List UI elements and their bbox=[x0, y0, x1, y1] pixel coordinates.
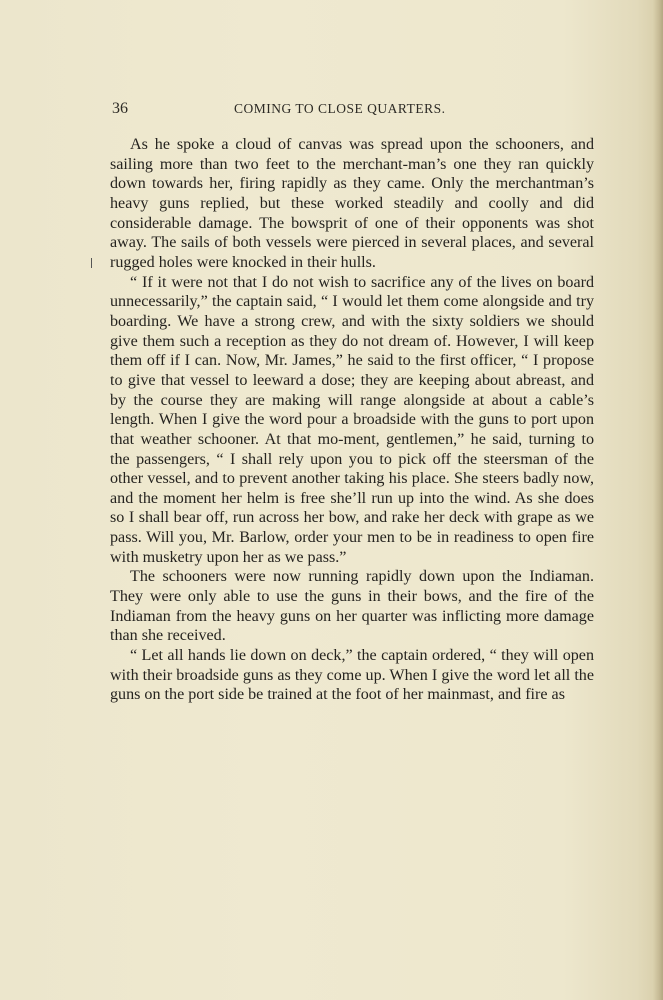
paragraph: The schooners were now running rapidly down upon the Indiaman. They were only able to use the guns in their bows, and the fire of the Indiaman from the heavy guns on her quarter was inflicting more damage than she received. bbox=[110, 568, 594, 645]
running-head bbox=[112, 100, 594, 120]
paragraph: As he spoke a cloud of canvas was spread upon the schooners, and sailing more than two feet to the merchant-man’s one they ran quickly down towards her, firing rapidly as they came. Only the merchantman’s heavy guns replied, but these worked steadily and coolly and did considerable damage. The bowsprit of one of their opponents was shot away. The sails of both vessels were pierced in several places, and several rugged holes were knocked in their hulls. bbox=[110, 136, 594, 271]
page-number: 36 bbox=[112, 100, 128, 117]
page-edge-shadow bbox=[653, 0, 663, 1000]
chapter-title: COMING TO CLOSE QUARTERS. bbox=[234, 101, 446, 116]
margin-mark bbox=[91, 258, 92, 268]
body-text bbox=[110, 135, 594, 705]
paragraph: “ Let all hands lie down on deck,” the captain ordered, “ they will open with their broadside guns as they come up. When I give the word let all the guns on the port side be trained at the foot of her mainmast, and fire as bbox=[110, 647, 594, 704]
paragraph: “ If it were not that I do not wish to sacrifice any of the lives on board unnecessarily,” the captain said, “ I would let them come alongside and try boarding. We have a strong crew, and with the sixty soldiers we should give them such a reception as they do not dream of. However, I will keep them off if I can. Now, Mr. James,” he said to the first officer, “ I propose to give that vessel to leeward a dose; they are keeping about abreast, and by the course they are making will range alongside at about a cable’s length. When I give the word pour a broadside with the guns to port upon that weather schooner. At that mo-ment, gentlemen,” he said, turning to the passengers, “ I shall rely upon you to pick off the steersman of the other vessel, and to prevent another taking his place. She steers badly now, and the moment her helm is free she’ll run up into the wind. As she does so I shall bear off, run across her bow, and rake her deck with grape as we pass. Will you, Mr. Barlow, order your men to be in readiness to open fire with musketry upon her as we pass.” bbox=[110, 273, 594, 566]
